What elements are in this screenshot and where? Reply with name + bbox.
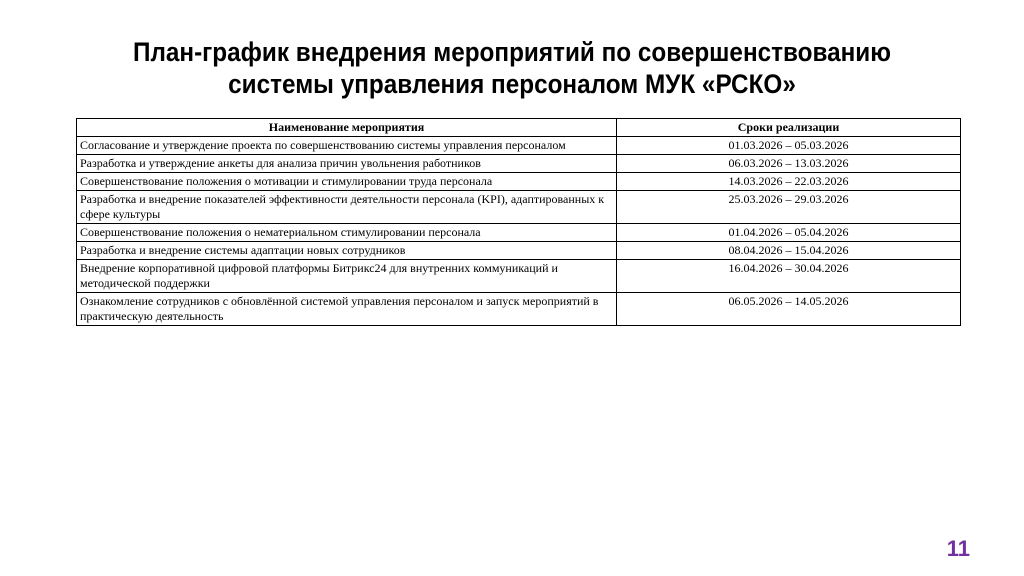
page-number: 11: [946, 536, 970, 561]
row-6-name: Разработка и внедрение системы адаптации новых сотрудников: [77, 242, 617, 260]
header-dates: Сроки реализации: [617, 119, 961, 137]
row-2-name: Разработка и утверждение анкеты для анализа причин увольнения работников: [77, 155, 617, 173]
plan-table: [76, 118, 961, 326]
plan-table-container: [76, 118, 960, 326]
table-row: [77, 293, 961, 326]
row-3-dates: 14.03.2026 – 22.03.2026: [617, 173, 961, 191]
table-header-row: [77, 119, 961, 137]
row-1-dates: 01.03.2026 – 05.03.2026: [617, 137, 961, 155]
table-row: [77, 173, 961, 191]
slide-title-line-1: План-график внедрения мероприятий по совершенствованию: [132, 37, 891, 67]
row-4-dates: 25.03.2026 – 29.03.2026: [617, 191, 961, 224]
slide-title: [87, 36, 937, 100]
row-8-dates: 06.05.2026 – 14.05.2026: [617, 293, 961, 326]
row-7-name: Внедрение корпоративной цифровой платформы Битрикс24 для внутренних коммуникаций и методической поддержки: [77, 260, 617, 293]
row-1-name: Согласование и утверждение проекта по совершенствованию системы управления персоналом: [77, 137, 617, 155]
slide-title-line-2: системы управления персоналом МУК «РСКО»: [228, 69, 796, 99]
table-row: [77, 260, 961, 293]
row-2-dates: 06.03.2026 – 13.03.2026: [617, 155, 961, 173]
row-6-dates: 08.04.2026 – 15.04.2026: [617, 242, 961, 260]
row-4-name: Разработка и внедрение показателей эффективности деятельности персонала (KPI), адаптированных к сфере культуры: [77, 191, 617, 224]
table-row: [77, 155, 961, 173]
row-5-name: Совершенствование положения о нематериальном стимулировании персонала: [77, 224, 617, 242]
row-5-dates: 01.04.2026 – 05.04.2026: [617, 224, 961, 242]
table-row: [77, 137, 961, 155]
header-name: Наименование мероприятия: [77, 119, 617, 137]
row-3-name: Совершенствование положения о мотивации и стимулировании труда персонала: [77, 173, 617, 191]
row-8-name: Ознакомление сотрудников с обновлённой системой управления персоналом и запуск мероприятий в практическую деятельность: [77, 293, 617, 326]
row-7-dates: 16.04.2026 – 30.04.2026: [617, 260, 961, 293]
table-row: [77, 224, 961, 242]
table-row: [77, 191, 961, 224]
table-row: [77, 242, 961, 260]
